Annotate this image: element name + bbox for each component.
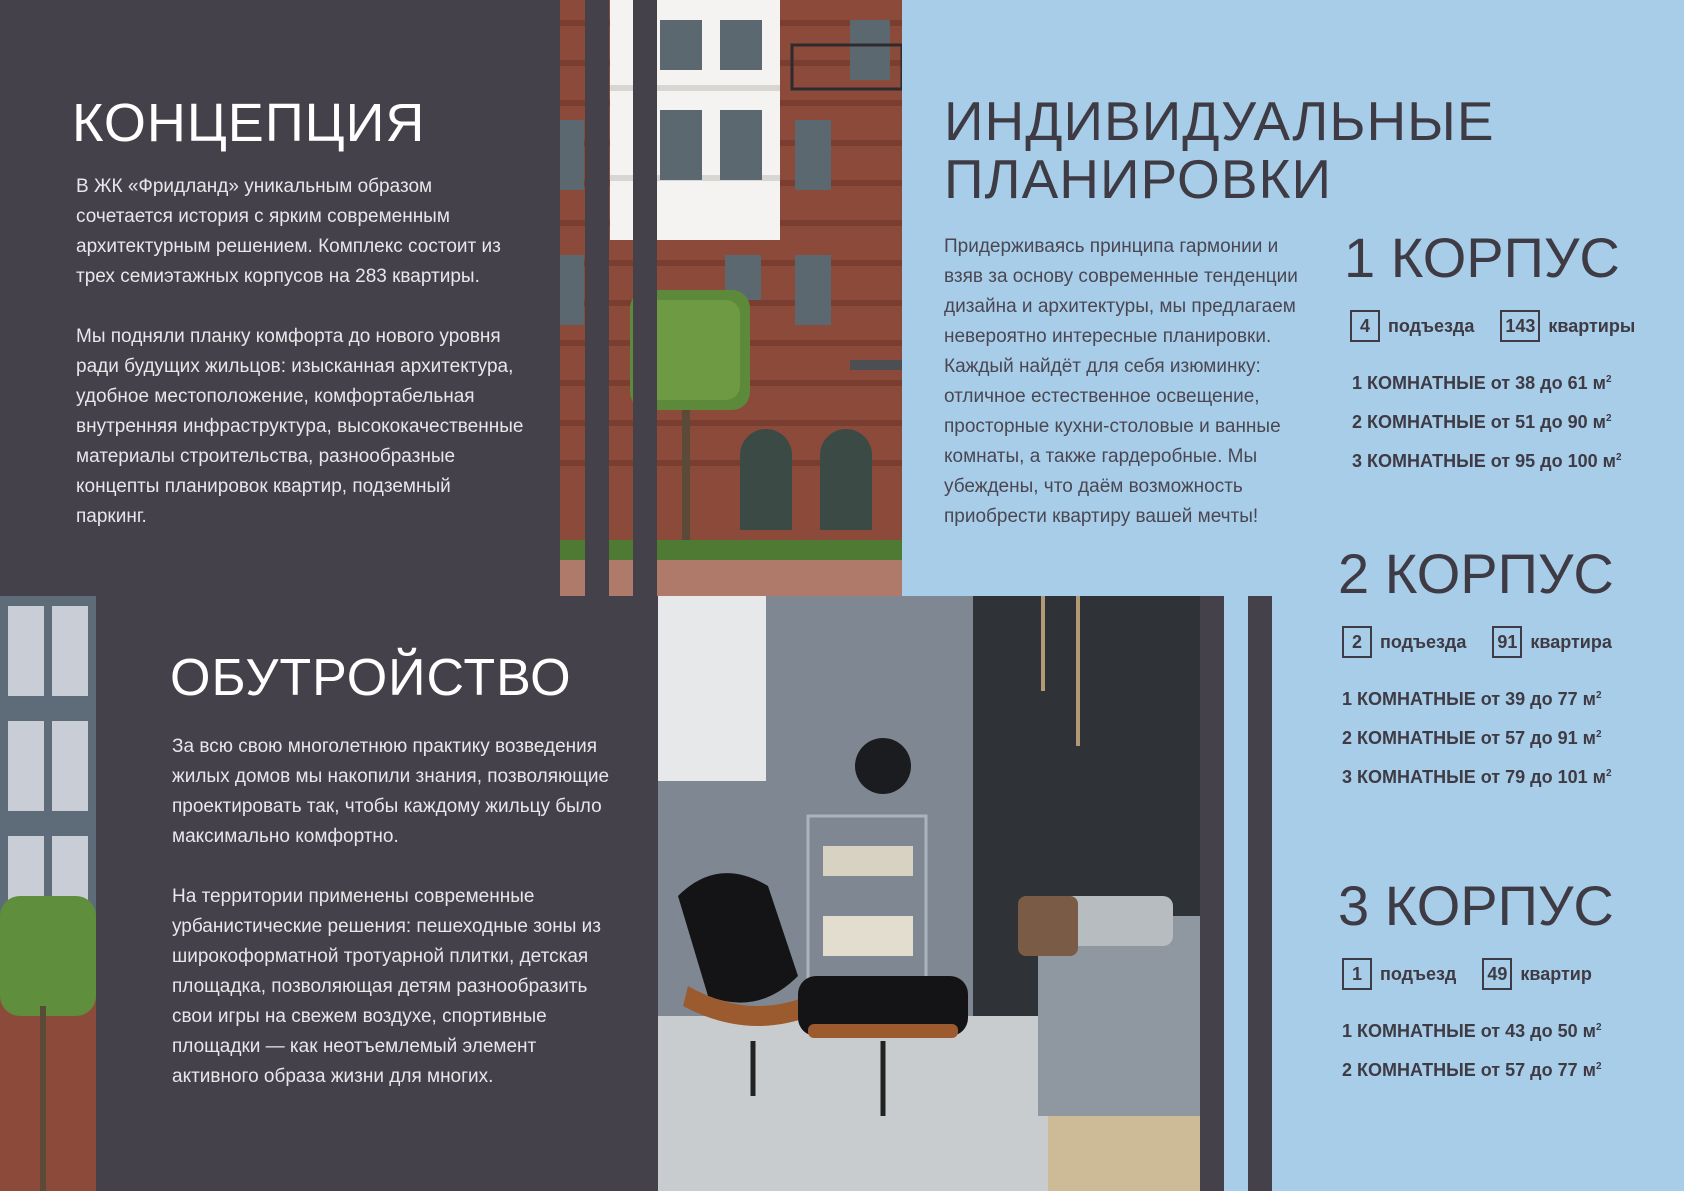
room-list: [1352, 362, 1664, 479]
entrances-count: 4: [1350, 310, 1380, 342]
room-row: 3 КОМНАТНЫЕ от 79 до 101 $м^2$: [1342, 767, 1612, 787]
room-row: 3 КОМНАТНЫЕ от 95 до 100 $м^2$: [1352, 451, 1622, 471]
glass-facade-image: [0, 596, 96, 1191]
entrances-label: подъезд: [1380, 963, 1457, 984]
decor-strip: [633, 0, 657, 596]
decor-strip: [1248, 596, 1272, 1191]
building-2: [1338, 544, 1668, 795]
apartments-label: квартир: [1520, 963, 1592, 984]
blue-strip: [1272, 596, 1298, 1191]
layouts-title-line2: ПЛАНИРОВКИ: [944, 148, 1333, 210]
concept-paragraph-1: В ЖК «Фридланд» уникальным образом сочетается история с ярким современным архитектурным решением. Комплекс состоит из трех семиэтажных корпусов на 283 квартиры.: [76, 176, 501, 287]
building-1: [1344, 228, 1664, 479]
entrances-label: подъезда: [1388, 315, 1475, 336]
building-facade-image: [560, 0, 902, 596]
apartments-count: 49: [1482, 958, 1512, 990]
room-row: 2 КОМНАТНЫЕ от 57 до 77 $м^2$: [1342, 1060, 1602, 1080]
room-list: [1342, 678, 1668, 795]
layouts-text: Придерживаясь принципа гармонии и взяв за основу современные тенденции дизайна и архитектуры, мы предлагаем невероятно интересные планировки. Каждый найдёт для себя изюминку: отличное естественное освещение, просторные кухни-столовые и ванные комнаты, а также гардеробные. Мы убеждены, что даём возможность приобрести квартиру вашей мечты!: [944, 236, 1298, 527]
blue-strip: [1224, 596, 1248, 1191]
layouts-title: [944, 92, 1495, 208]
apartments-count: 91: [1492, 626, 1522, 658]
room-row: 1 КОМНАТНЫЕ от 39 до 77 $м^2$: [1342, 689, 1602, 709]
amenities-title: ОБУТРОЙСТВО: [170, 649, 572, 707]
building-stats: [1342, 626, 1668, 658]
building-title: 1 КОРПУС: [1344, 226, 1620, 289]
amenities-paragraph-2: На территории применены современные урбанистические решения: пешеходные зоны из широкоформатной тротуарной плитки, детская площадка, позволяющая детям разнообразить свои игры на свежем воздухе, спортивные площадки — как неотъемлемый элемент активного образа жизни для многих.: [172, 886, 602, 1087]
building-title: 3 КОРПУС: [1338, 874, 1614, 937]
room-list: [1342, 1010, 1668, 1088]
concept-paragraph-2: Мы подняли планку комфорта до нового уровня ради будущих жильцов: изысканная архитектура, удобное местоположение, комфортабельная внутренняя инфраструктура, высококачественные материалы строительства, разнообразные концепты планировок квартир, подземный паркинг.: [76, 326, 524, 527]
layouts-title-line1: ИНДИВИДУАЛЬНЫЕ: [944, 90, 1495, 152]
decor-strip: [1200, 596, 1224, 1191]
apartments-label: квартиры: [1548, 315, 1636, 336]
building-stats: [1342, 958, 1668, 990]
entrances-count: 2: [1342, 626, 1372, 658]
decor-strip: [585, 0, 609, 596]
room-row: 2 КОМНАТНЫЕ от 57 до 91 $м^2$: [1342, 728, 1602, 748]
apartments-label: квартира: [1530, 631, 1612, 652]
apartments-count: 143: [1500, 310, 1540, 342]
room-row: 1 КОМНАТНЫЕ от 43 до 50 $м^2$: [1342, 1021, 1602, 1041]
entrances-count: 1: [1342, 958, 1372, 990]
building-3: [1338, 876, 1668, 1088]
entrances-label: подъезда: [1380, 631, 1467, 652]
building-stats: [1350, 310, 1664, 342]
building-title: 2 КОРПУС: [1338, 542, 1614, 605]
amenities-paragraph-1: За всю свою многолетнюю практику возведения жилых домов мы накопили знания, позволяющие проектировать так, чтобы каждому жильцу было максимально комфортно.: [172, 736, 610, 847]
room-row: 2 КОМНАТНЫЕ от 51 до 90 $м^2$: [1352, 412, 1612, 432]
concept-title: КОНЦЕПЦИЯ: [72, 93, 426, 153]
room-row: 1 КОМНАТНЫЕ от 38 до 61 $м^2$: [1352, 373, 1612, 393]
